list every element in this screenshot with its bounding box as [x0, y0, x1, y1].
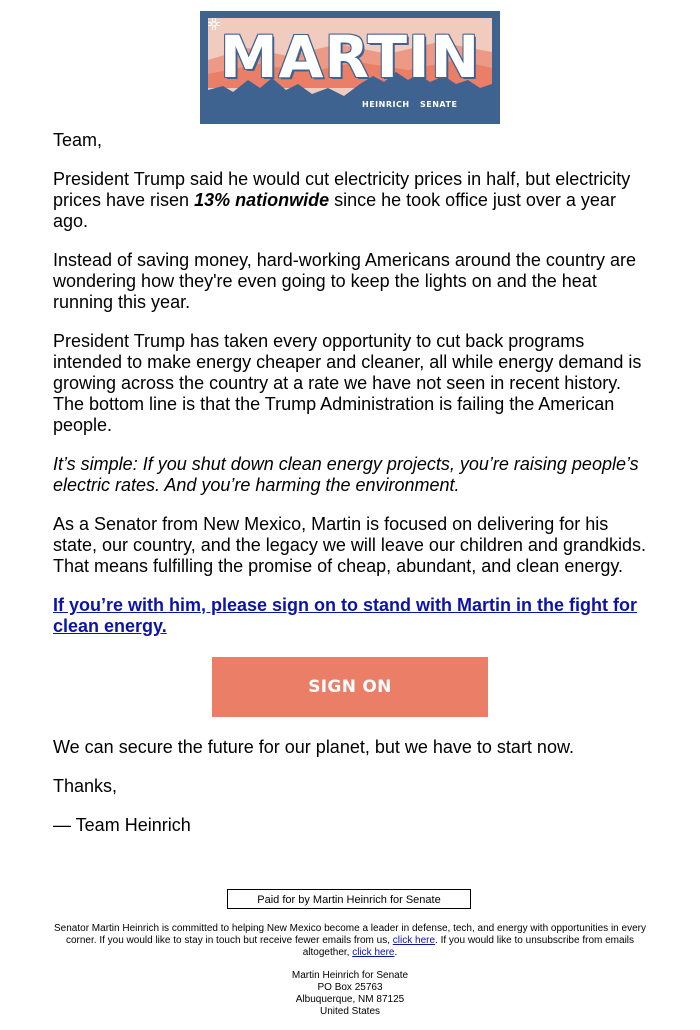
greeting: Team, — [53, 130, 103, 150]
emphasis-statistic: 13% nationwide — [194, 190, 330, 210]
address-line-4: United States — [319, 1006, 381, 1017]
address-line-2: PO Box 25763 — [317, 982, 383, 993]
logo-left-text: HEINRICH — [362, 100, 410, 109]
sign-on-button[interactable]: SIGN ON — [212, 657, 488, 717]
closing-thanks: Thanks, — [53, 776, 118, 796]
mailing-address — [200, 970, 500, 1018]
logo-panel — [208, 18, 492, 117]
zia-sun-icon — [208, 18, 220, 30]
signature: — Team Heinrich — [53, 815, 191, 835]
logo-right-text: SENATE — [420, 100, 458, 109]
campaign-logo — [200, 11, 500, 124]
paragraph-quote: It’s simple: If you shut down clean energy projects, you’re raising people’s electric rates. And you’re harming the environment. — [53, 454, 639, 495]
fewer-emails-link[interactable]: click here — [392, 935, 436, 946]
paragraph-future: We can secure the future for our planet, but we have to start now. — [53, 737, 574, 757]
paragraph-programs: President Trump has taken every opportunity to cut back programs intended to make energy cheaper and cleaner, all while energy demand is growing across the country at a rate we have not seen in recent history. The bottom line is that the Trump Administration is failing the American people. — [53, 331, 642, 435]
sign-on-link[interactable]: If you’re with him, please sign on to stand with Martin in the fight for clean energy. — [53, 595, 638, 636]
paragraph-senator: As a Senator from New Mexico, Martin is focused on delivering for his state, our country, and the legacy we will leave our children and grandkids. That means fulfilling the promise of cheap, abundant, and clean energy. — [53, 514, 646, 576]
sign-on-link-paragraph — [53, 595, 651, 637]
unsubscribe-link[interactable]: click here — [352, 947, 395, 958]
paragraph-electricity-prices: President Trump said he would cut electricity prices in half, but electricity prices have risen 13% nationwide since he took office just over a year ago. — [53, 169, 631, 231]
logo-name: MARTIN — [219, 23, 481, 91]
paragraph-saving-money: Instead of saving money, hard-working Americans around the country are wondering how they're even going to keep the lights on and the heat running this year. — [53, 250, 636, 312]
address-line-1: Martin Heinrich for Senate — [291, 970, 409, 981]
footer-disclaimer: Senator Martin Heinrich is committed to helping New Mexico become a leader in defense, tech, and energy with opportunities in every corner. If you would like to stay in touch but receive fewer emails from us, click here. If you would like to unsubscribe from emails altogether, click here. — [54, 923, 646, 958]
paid-for-disclaimer: Paid for by Martin Heinrich for Senate — [227, 889, 471, 909]
address-line-3: Albuquerque, NM 87125 — [295, 994, 405, 1005]
